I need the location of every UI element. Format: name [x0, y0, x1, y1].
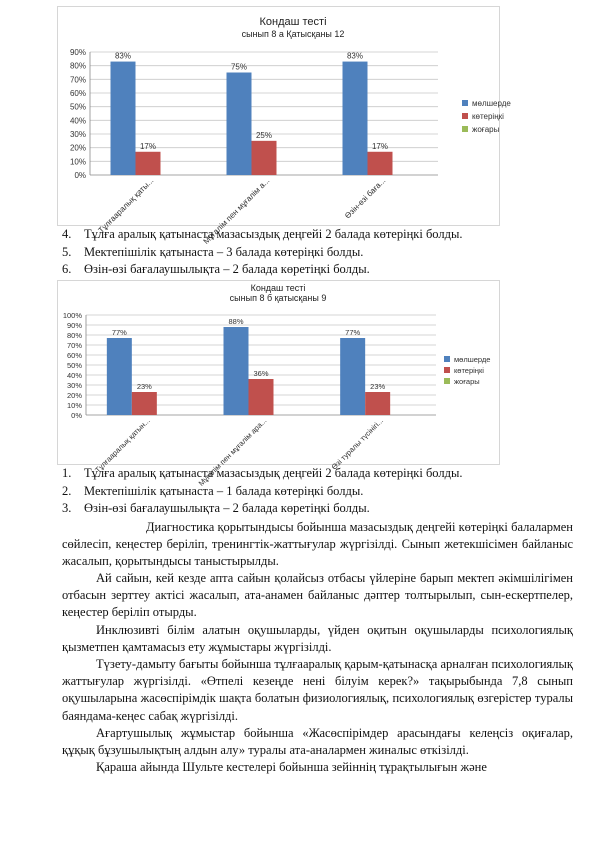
legend-label: жоғары: [472, 125, 500, 134]
y-tick-label: 60%: [66, 351, 82, 360]
list-number: 5.: [62, 244, 72, 259]
legend-label: жоғары: [454, 377, 480, 386]
data-label: 83%: [114, 51, 132, 61]
y-tick-label: 100%: [62, 311, 82, 320]
list-item: [62, 483, 463, 501]
legend-label: көтеріңкі: [454, 366, 484, 375]
legend-label: көтеріңкі: [472, 112, 504, 121]
y-tick-label: 40%: [66, 371, 82, 380]
y-tick-label: 30%: [69, 130, 86, 139]
chart-title: Кондаш тесті: [259, 16, 327, 28]
paragraph-home-visits: Ай сайын, кей кезде апта сайын қолайсыз отбасы үйлеріне барып мектеп әкімшілігімен отбасын зерттеу актісі жасалып, ата-анамен байланыс дәптер толтырылып, сын-ескертпелер, кеңестер беріліп отырды.: [62, 571, 573, 620]
y-tick-label: 80%: [69, 61, 86, 71]
summary-list-8a: [62, 226, 463, 279]
x-tick-label: Өзін-өзі баға...: [343, 176, 388, 221]
paragraph-correction: Түзету-дамыту бағыты бойынша тұлғааралық қарым-қатынасқа арналған психологиялық жаттығулар жүргізілді. «Өтпелі кезеңде нені білуім керек?» тақырыбында 7,8 сынып оқушыларына жасөспірімдік шақта болатын физиологиялық, психологиялық өзгерістер туралы баяндама-кеңес сабақ жүргізілді.: [62, 657, 573, 723]
y-tick-label: 40%: [69, 116, 86, 126]
legend-swatch: [444, 367, 450, 373]
list-item: [62, 244, 463, 262]
bar-мөлшерде: [107, 338, 132, 415]
bar-мөлшерде: [343, 62, 368, 175]
y-tick-label: 10%: [69, 157, 86, 167]
paragraph-schulte: Қараша айында Шульте кестелері бойынша зейіннің тұрақтылығын және: [96, 760, 487, 774]
legend-swatch: [462, 100, 468, 106]
chart-subtitle: сынып 8 а Қатысқаны 12: [241, 29, 345, 39]
list-text: Өзін-өзі бағалаушылықта – 2 балада көретіңкі болды.: [84, 262, 370, 276]
y-tick-label: 90%: [69, 48, 86, 57]
data-label: 36%: [253, 369, 269, 378]
bar-көтеріңкі: [136, 152, 161, 175]
data-label: 77%: [111, 328, 127, 337]
data-label: 17%: [371, 141, 389, 151]
bar-мөлшерде: [340, 338, 365, 415]
list-number: 6.: [62, 262, 72, 276]
y-tick-label: 70%: [69, 75, 86, 85]
list-text: Тұлға аралық қатынаста мазасыздық деңгейі 2 балада көтеріңкі болды.: [84, 227, 463, 241]
bar-мөлшерде: [224, 327, 249, 415]
paragraph-educational: Ағартушылық жұмыстар бойынша «Жасөспірімдер арасындағы келеңсіз оқиғалар, құқық бұзушылықтың алдын алу» туралы ата-аналармен жиналыс өткізілді.: [62, 726, 573, 758]
y-tick-label: 50%: [69, 102, 86, 112]
paragraph-inclusive: Инклюзивті білім алатын оқушыларды, үйден оқитын оқушыларды психологиялық қызметпен қамтамасыз ету жұмыстары жүргізілді.: [62, 623, 573, 655]
y-tick-label: 70%: [66, 341, 82, 350]
bar-көтеріңкі: [249, 379, 274, 415]
bar-көтеріңкі: [132, 392, 157, 415]
list-text: Мектепішілік қатынаста – 3 балада көтеріңкі болды.: [84, 244, 364, 259]
x-tick-label: Тұлғааралық қаты...: [96, 176, 156, 235]
list-text: Мектепішілік қатынаста – 1 балада көтеріңкі болды.: [84, 483, 364, 498]
legend-swatch: [462, 126, 468, 132]
bar-көтеріңкі: [368, 152, 393, 175]
legend-label: мөлшерде: [454, 355, 491, 364]
bar-көтеріңкі: [365, 392, 390, 415]
legend-swatch: [444, 356, 450, 362]
list-number: 2.: [62, 483, 72, 498]
y-tick-label: 20%: [69, 143, 86, 153]
list-item: [62, 226, 463, 244]
data-label: 88%: [228, 317, 244, 326]
legend-label: мөлшерде: [472, 99, 511, 108]
y-tick-label: 0%: [74, 171, 86, 180]
data-label: 77%: [345, 328, 361, 337]
x-tick-label: Мұғалім пен мұғалім ара...: [196, 416, 269, 488]
data-label: 23%: [370, 382, 386, 391]
data-label: 17%: [139, 141, 157, 151]
legend-swatch: [444, 378, 450, 384]
legend-swatch: [462, 113, 468, 119]
bar-мөлшерде: [111, 62, 136, 175]
list-text: Тұлға аралық қатынаста мазасыздық деңгейі 2 балада көтеріңкі болды.: [84, 466, 463, 480]
x-tick-label: Өзі туралы түсінігі...: [329, 416, 386, 472]
x-tick-label: Тұлғааралық қатын...: [93, 416, 152, 475]
y-tick-label: 50%: [66, 361, 82, 370]
y-tick-label: 90%: [66, 321, 82, 330]
list-number: 3.: [62, 501, 72, 515]
list-item: [62, 261, 463, 279]
list-item: [62, 465, 463, 483]
chart-subtitle: сынып 8 б қатысқаны 9: [229, 293, 327, 303]
data-label: 83%: [346, 51, 364, 61]
x-tick-label: Мұғалім пен мұғалім а...: [201, 176, 272, 246]
paragraph-diagnostics: Диагностика қорытындысы бойынша мазасыздық деңгейі көтеріңкі балалармен сөйлесіп, кеңестер беріліп, тренингтік-жаттығулар жүргізілді. Сынып жетекшісімен байланыс жасалып, қорытындысы таныстырылды.: [62, 520, 573, 569]
chart-title: Кондаш тесті: [250, 283, 306, 293]
bar-мөлшерде: [227, 73, 252, 176]
y-tick-label: 10%: [66, 401, 82, 410]
y-tick-label: 60%: [69, 89, 86, 98]
list-number: 1.: [62, 466, 72, 480]
y-tick-label: 80%: [66, 331, 82, 340]
data-label: 25%: [255, 130, 273, 140]
y-tick-label: 30%: [66, 381, 82, 390]
data-label: 23%: [136, 382, 152, 391]
list-number: 4.: [62, 227, 72, 241]
y-tick-label: 20%: [66, 391, 82, 400]
summary-list-8b: [62, 465, 463, 518]
data-label: 75%: [230, 62, 248, 72]
list-text: Өзін-өзі бағалаушылықта – 2 балада көретіңкі болды.: [84, 501, 370, 515]
y-tick-label: 0%: [71, 411, 82, 420]
bar-көтеріңкі: [252, 141, 277, 175]
list-item: [62, 500, 463, 518]
